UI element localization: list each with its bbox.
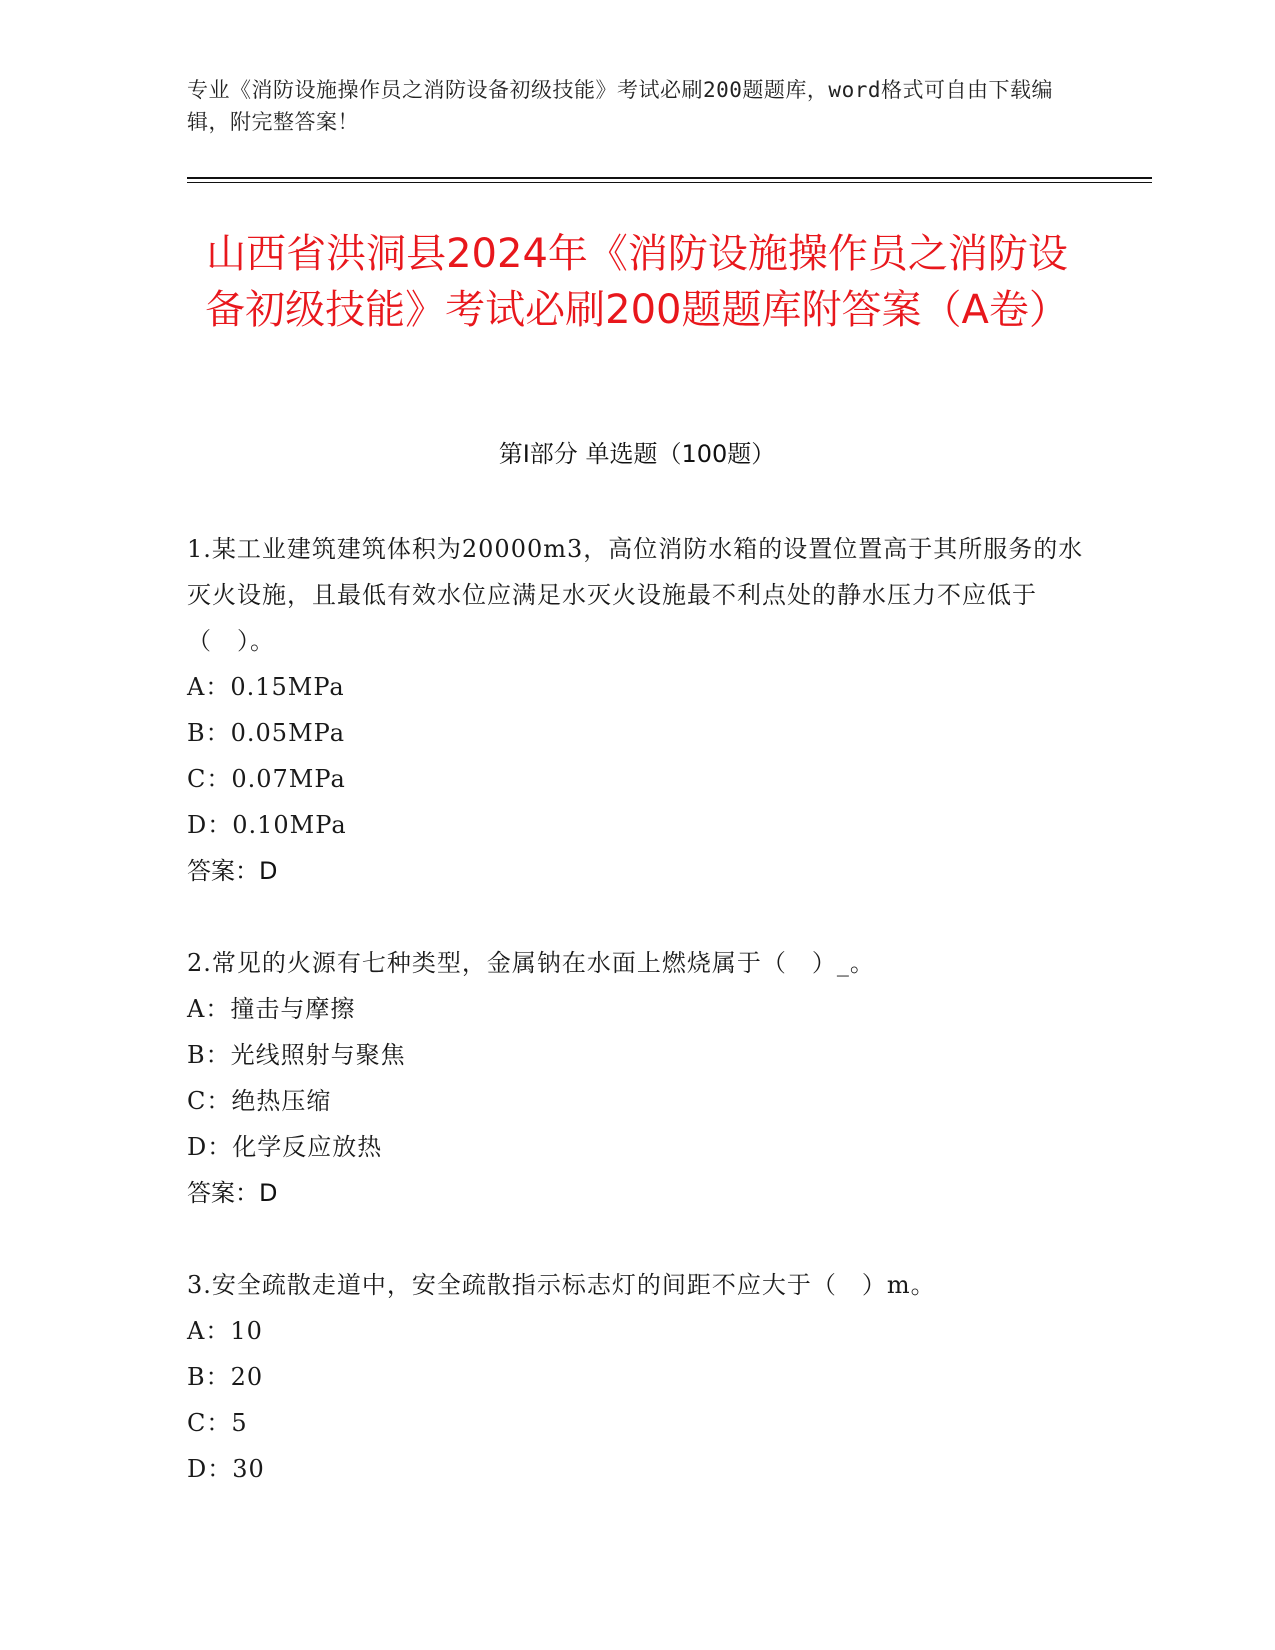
option-c: C：绝热压缩 [187, 1087, 332, 1115]
answer: 答案：D [187, 1179, 278, 1207]
option-a: A：撞击与摩擦 [187, 995, 356, 1023]
section-heading: 第I部分 单选题（100题） [498, 440, 776, 468]
header-divider-thick [187, 177, 1152, 179]
option-c: C：0.07MPa [187, 765, 346, 793]
header-note: 专业《消防设施操作员之消防设备初级技能》考试必刷200题题库，word格式可自由下载编辑，附完整答案！ [187, 78, 1053, 134]
option-b: B：0.05MPa [187, 719, 346, 747]
question-stem: 3.安全疏散走道中，安全疏散指示标志灯的间距不应大于（ ）m。 [187, 1271, 936, 1299]
question-3 [187, 1262, 1087, 1492]
option-b: B：20 [187, 1363, 264, 1391]
question-list [187, 526, 1087, 1538]
option-c: C：5 [187, 1409, 248, 1437]
option-d: D：化学反应放热 [187, 1133, 383, 1161]
question-1 [187, 526, 1087, 894]
answer: 答案：D [187, 857, 278, 885]
document-title: 山西省洪洞县2024年《消防设施操作员之消防设备初级技能》考试必刷200题题库附答案（A卷） [205, 231, 1069, 333]
option-a: A：0.15MPa [187, 673, 345, 701]
question-stem: 1.某工业建筑建筑体积为20000m3，高位消防水箱的设置位置高于其所服务的水灭火设施，且最低有效水位应满足水灭火设施最不利点处的静水压力不应低于（ ）。 [187, 535, 1084, 655]
option-a: A：10 [187, 1317, 263, 1345]
header-divider-thin [187, 182, 1152, 183]
option-d: D：30 [187, 1455, 265, 1483]
option-d: D：0.10MPa [187, 811, 347, 839]
question-stem: 2.常见的火源有七种类型，金属钠在水面上燃烧属于（ ）_。 [187, 949, 875, 977]
option-b: B：光线照射与聚焦 [187, 1041, 406, 1069]
question-2 [187, 940, 1087, 1216]
